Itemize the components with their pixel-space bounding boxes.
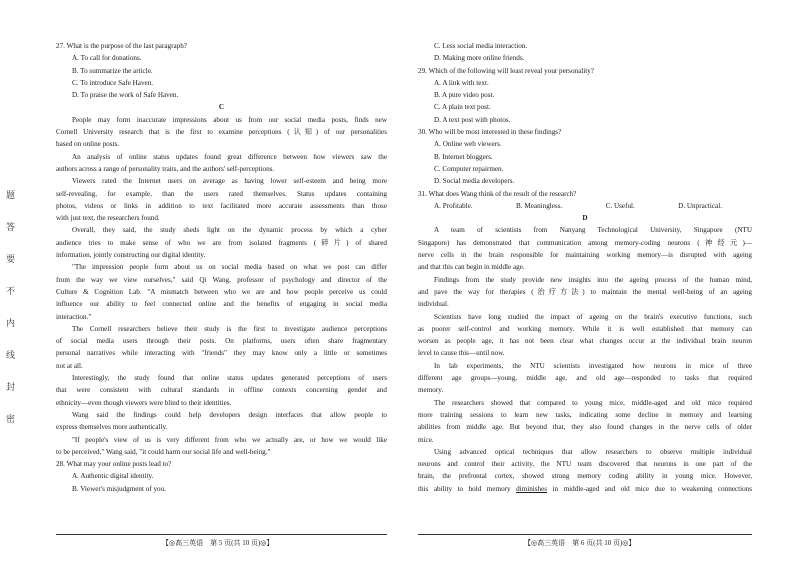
passage-line: and that this can begin in middle age.	[418, 263, 525, 272]
passage-line: individual.	[418, 300, 449, 309]
margin-char: 不	[6, 286, 16, 296]
passage-line: influence our ability to feel connected online and the benefits of engaging in social media	[56, 300, 387, 309]
passage-line: "If people's view of us is very different from who we actually are, or how we would like	[72, 435, 387, 444]
passage-line: worsen as people age, it has not been clear what changes occur at the individual brain neuron	[418, 337, 752, 346]
passage-line: abilities from middle age. But beyond that, they also found changes in the nerve cells of older	[418, 423, 752, 432]
passage-line: In lab experiments, the NTU scientists investigated how neurons in mice of three	[434, 361, 752, 370]
option-27-b: B. To summarize the article.	[72, 66, 153, 75]
passage-line: The researchers showed that compared to young mice, middle-aged and old mice required	[434, 398, 752, 407]
option-27-c: C. To introduce Safe Haven.	[72, 78, 154, 87]
option-31-d: D. Unpractical.	[678, 201, 722, 210]
passage-line: personal narratives while interacting with "friends" they may know only a little or sometimes	[56, 349, 387, 358]
option-29-d: D. A text post with photos.	[434, 115, 511, 124]
passage-line: based on online posts.	[56, 140, 120, 149]
passage-line: brain, the prefrontal cortex, showed strong memory coding ability in young mice. However,	[418, 472, 752, 481]
margin-char: 封	[6, 382, 16, 392]
passage-line: An analysis of online status updates found great difference between how viewers saw the	[72, 152, 387, 161]
question-29-stem: 29. Which of the following will least reveal your personality?	[418, 66, 594, 75]
option-29-a: A. A link with text.	[434, 78, 489, 87]
question-28-stem: 28. What may your online posts lead to?	[56, 460, 172, 469]
option-28-b: B. Viewer's misjudgment of you.	[72, 484, 166, 493]
option-30-b: B. Internet bloggers.	[434, 152, 493, 161]
option-29-b: B. A pure video post.	[434, 91, 495, 100]
section-c-heading: C	[218, 103, 225, 112]
passage-c	[56, 114, 387, 458]
passage-line: People may form inaccurate impressions about us from our social media posts, finds new	[72, 115, 387, 124]
question-30-stem: 30. Who will be most interested in these findings?	[418, 128, 562, 137]
right-column	[418, 40, 752, 495]
passage-d	[418, 224, 752, 482]
passage-line: with just text, the researchers found.	[56, 214, 160, 223]
option-31-c: C. Useful.	[605, 201, 635, 210]
passage-text: this ability to hold memory	[418, 484, 517, 493]
passage-line: "The impression people form about us on social media based on what we post can differ	[72, 263, 387, 272]
passage-line: to be perceived," Wang said, "it could harm our social life and well-being."	[56, 447, 271, 456]
page-footer-left: 【◎高三英语 第 5 页(共 10 页)◎】	[162, 539, 274, 547]
passage-line	[418, 483, 752, 495]
page-footer-right: 【◎高三英语 第 6 页(共 10 页)◎】	[524, 539, 636, 547]
passage-line: different age groups—young, middle age, and old age—responded to tasks that required	[418, 374, 752, 383]
margin-char: 内	[6, 318, 16, 328]
passage-line: mice.	[418, 435, 434, 444]
footer-rule-right	[418, 534, 752, 535]
passage-line: not at all.	[56, 361, 83, 370]
passage-line: memory.	[418, 386, 444, 395]
passage-line: as poorer self-control and working memory. While it is well established that memory can	[418, 324, 752, 333]
passage-line: that were consistent with cultural standards in offline contexts concerning gender and	[56, 386, 387, 395]
option-30-d: D. Social media developers.	[434, 177, 515, 186]
question-31-stem: 31. What does Wang think of the result of the research?	[418, 189, 577, 198]
passage-text: in middle-aged and old mice due to weakening connections	[547, 484, 752, 493]
passage-line: more training sessions to learn new tasks, indicating some decline in memory and learning	[418, 410, 752, 419]
margin-char: 答	[6, 222, 16, 232]
passage-line: self-revealing, for example, than the users rated themselves. Status updates containing	[56, 189, 387, 198]
passage-line: authors across a range of personality traits, and the authors' self-perceptions.	[56, 164, 275, 173]
option-30-c: C. Computer repairmen.	[434, 164, 504, 173]
margin-char: 题	[6, 190, 16, 200]
passage-line: The Cornell researchers believe their study is the first to investigate audience perceptions	[72, 324, 387, 333]
passage-line: Viewers rated the Internet users on average as having lower self-esteem and being more	[72, 177, 387, 186]
passage-line: Interestingly, the study found that online status updates generated perceptions of users	[72, 374, 387, 383]
passage-line: interaction."	[56, 312, 92, 321]
passage-line: from the way we view ourselves," said Qi Wang, professor of psychology and director of the	[56, 275, 387, 284]
passage-line: Findings from the study provide new insights into the ageing process of the human mind,	[434, 275, 752, 284]
margin-char: 线	[6, 350, 16, 360]
question-31-options	[418, 200, 752, 212]
passage-line: Culture & Cognition Lab. "A mismatch between who we are and how people perceive us could	[56, 287, 387, 296]
option-30-a: A. Online web viewers.	[434, 140, 502, 149]
passage-line: Using advanced optical techniques that allow researchers to observe multiple individual	[434, 447, 752, 456]
passage-line: neurons and control their activity, the NTU team discovered that neurons in one part of the	[418, 460, 752, 469]
margin-char: 密	[6, 414, 16, 424]
binding-margin	[0, 0, 22, 561]
passage-line: ethnicity—even though viewers were blind to their identities.	[56, 398, 232, 407]
passage-line: Wang said the findings could help developers design interfaces that allow people to	[72, 410, 387, 419]
left-column	[56, 40, 387, 495]
passage-line: information, jointly constructing our digital identity.	[56, 251, 206, 260]
question-27-stem: 27. What is the purpose of the last paragraph?	[56, 42, 187, 50]
option-28-a: A. Authentic digital identity.	[72, 472, 154, 481]
option-28-c: C. Less social media interaction.	[434, 42, 528, 50]
passage-line: Cornell University research that is the first to examine perceptions (认知) of our personalities	[56, 128, 387, 137]
underlined-word: diminishes	[516, 484, 548, 493]
option-28-d: D. Making more online friends.	[434, 54, 525, 63]
passage-line: audience tries to make sense of who we are from isolated fragments (碎片) of shared	[56, 238, 387, 247]
option-27-d: D. To praise the work of Safe Haven.	[72, 91, 179, 100]
passage-line: Singapore) has demonstrated that communication among memory-coding neurons (神经元)—	[418, 238, 752, 247]
passage-line: level to cause this—until now.	[418, 349, 505, 358]
passage-line: Overall, they said, the study sheds light on the dynamic process by which a cyber	[72, 226, 387, 235]
passage-line: A team of scientists from Nanyang Technological University, Singapore (NTU	[434, 226, 752, 235]
passage-line: express themselves more authentically.	[56, 423, 168, 432]
passage-line: of social media users through their posts. On platforms, users often share fragmentary	[56, 337, 387, 346]
option-31-b: B. Meaningless.	[516, 201, 563, 210]
footer-rule-left	[56, 534, 387, 535]
passage-line: photos, videos or links in addition to text facilitated more accurate assessments than those	[56, 201, 387, 210]
option-31-a: A. Profitable.	[434, 201, 473, 210]
option-27-a: A. To call for donations.	[72, 54, 142, 63]
passage-line: nerve cells in the brain responsible for maintaining working memory—is disrupted with ageing	[418, 251, 752, 260]
option-29-c: C. A plain text post.	[434, 103, 491, 112]
section-d-heading: D	[582, 214, 588, 223]
passage-line: Scientists have long studied the impact of ageing on the brain's executive functions, such	[434, 312, 752, 321]
passage-line: and pave the way for therapies (治疗方法) to maintain the mental well-being of an ageing	[418, 287, 752, 296]
margin-char: 要	[6, 254, 16, 264]
